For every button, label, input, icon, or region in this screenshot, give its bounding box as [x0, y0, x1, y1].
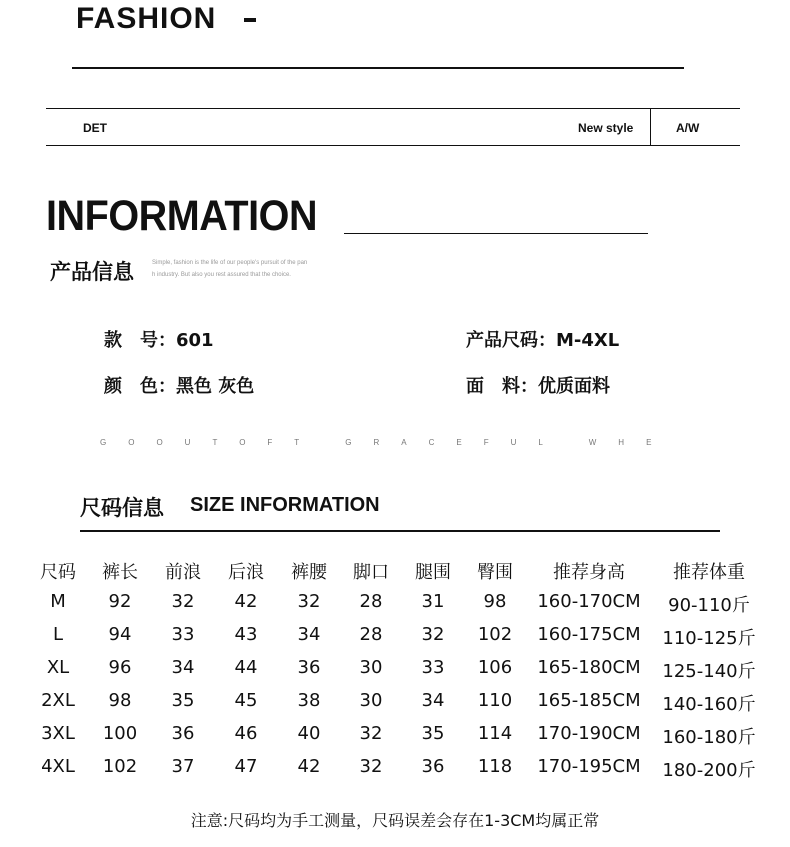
table-header-cell: 推荐身高 [553, 562, 625, 583]
table-cell: 140-160斤 [662, 694, 756, 715]
product-size-row [466, 326, 619, 352]
new-style-label: New style [578, 121, 634, 135]
table-cell: 92 [108, 591, 132, 612]
table-cell: L [52, 624, 64, 645]
table-cell: 46 [234, 723, 258, 744]
table-cell: 32 [297, 591, 321, 612]
table-header-cell: 推荐体重 [673, 562, 745, 583]
table-cell: 160-180斤 [662, 727, 756, 748]
table-cell: 114 [477, 723, 513, 744]
table-cell: 160-175CM [537, 624, 641, 645]
material-label: 面 料： [466, 376, 538, 397]
material-row [466, 372, 610, 398]
table-cell: 43 [234, 624, 258, 645]
table-cell: 102 [477, 624, 513, 645]
style-number-label: 款 号： [104, 330, 176, 351]
table-cell: 98 [483, 591, 507, 612]
table-cell: 33 [421, 657, 445, 678]
table-header-cell: 裤腰 [291, 562, 327, 583]
information-underline [344, 233, 648, 234]
table-cell: 110 [477, 690, 513, 711]
table-cell: 96 [108, 657, 132, 678]
table-cell: 32 [171, 591, 195, 612]
style-number-row [104, 326, 214, 352]
table-header-cell: 尺码 [40, 562, 76, 583]
table-cell: 118 [477, 756, 513, 777]
table-cell: 106 [477, 657, 513, 678]
table-cell: 102 [102, 756, 138, 777]
table-cell: 90-110斤 [668, 595, 750, 616]
table-cell: 170-190CM [537, 723, 641, 744]
header-bar-top-line [46, 108, 740, 109]
size-info-title-en: SIZE INFORMATION [190, 494, 380, 516]
table-header-cell: 臀围 [477, 562, 513, 583]
season-label: A/W [676, 121, 700, 135]
size-info-title-cn: 尺码信息 [80, 496, 164, 520]
style-number-value: 601 [176, 330, 214, 351]
table-cell: 38 [297, 690, 321, 711]
table-cell: 165-180CM [537, 657, 641, 678]
table-cell: 32 [359, 756, 383, 777]
table-cell: 40 [297, 723, 321, 744]
table-cell: 28 [359, 591, 383, 612]
table-cell: 34 [297, 624, 321, 645]
det-label: DET [83, 121, 107, 135]
table-cell: 33 [171, 624, 195, 645]
table-cell: 28 [359, 624, 383, 645]
brand-dash [244, 18, 256, 22]
table-cell: 125-140斤 [662, 661, 756, 682]
table-cell: 35 [171, 690, 195, 711]
table-cell: 32 [359, 723, 383, 744]
table-cell: 30 [359, 690, 383, 711]
divider-top [72, 67, 684, 69]
table-cell: 3XL [41, 723, 75, 744]
table-header-cell: 前浪 [165, 562, 201, 583]
header-bar-bottom-line [46, 145, 740, 146]
table-cell: 160-170CM [537, 591, 641, 612]
table-cell: 34 [421, 690, 445, 711]
table-cell: 31 [421, 591, 445, 612]
table-cell: 37 [171, 756, 195, 777]
table-cell: 98 [108, 690, 132, 711]
table-header-cell: 裤长 [102, 562, 138, 583]
table-cell: 100 [102, 723, 138, 744]
product-size-label: 产品尺码： [466, 330, 556, 351]
color-label: 颜 色： [104, 376, 176, 397]
table-cell: 4XL [41, 756, 75, 777]
tagline-line-2: h industry. But also you rest assured that the choice. [152, 272, 291, 278]
table-header-cell: 腿围 [415, 562, 451, 583]
color-row [104, 372, 254, 398]
table-cell: 110-125斤 [662, 628, 756, 649]
tagline-line-1: Simple, fashion is the life of our people's pursuit of the pan [152, 260, 308, 266]
information-title-cn: 产品信息 [50, 260, 134, 284]
information-title: INFORMATION [46, 192, 318, 240]
product-size-value: M-4XL [556, 330, 620, 351]
table-cell: 170-195CM [537, 756, 641, 777]
table-cell: 36 [171, 723, 195, 744]
table-cell: 165-185CM [537, 690, 641, 711]
spaced-decorative-text: GOOUTOFT GRACEFUL WHE [100, 438, 674, 447]
measurement-note: 注意:尺码均为手工测量，尺码误差会存在1-3CM均属正常 [190, 811, 600, 830]
table-cell: 35 [421, 723, 445, 744]
header-bar-separator [650, 108, 651, 146]
material-value: 优质面料 [538, 376, 610, 397]
table-header-cell: 脚口 [353, 562, 389, 583]
table-cell: 2XL [41, 690, 75, 711]
table-cell: 47 [234, 756, 258, 777]
table-cell: 45 [234, 690, 258, 711]
table-cell: 94 [108, 624, 132, 645]
color-value: 黑色 灰色 [176, 376, 255, 397]
table-cell: 30 [359, 657, 383, 678]
table-cell: 34 [171, 657, 195, 678]
table-header-cell: 后浪 [228, 562, 264, 583]
brand-title: FASHION [76, 2, 217, 35]
table-cell: 36 [297, 657, 321, 678]
table-cell: 44 [234, 657, 258, 678]
table-cell: 36 [421, 756, 445, 777]
table-cell: M [50, 591, 66, 612]
table-cell: 180-200斤 [662, 760, 756, 781]
table-cell: XL [46, 657, 70, 678]
table-cell: 42 [297, 756, 321, 777]
size-info-underline [80, 530, 720, 532]
table-cell: 32 [421, 624, 445, 645]
table-cell: 42 [234, 591, 258, 612]
